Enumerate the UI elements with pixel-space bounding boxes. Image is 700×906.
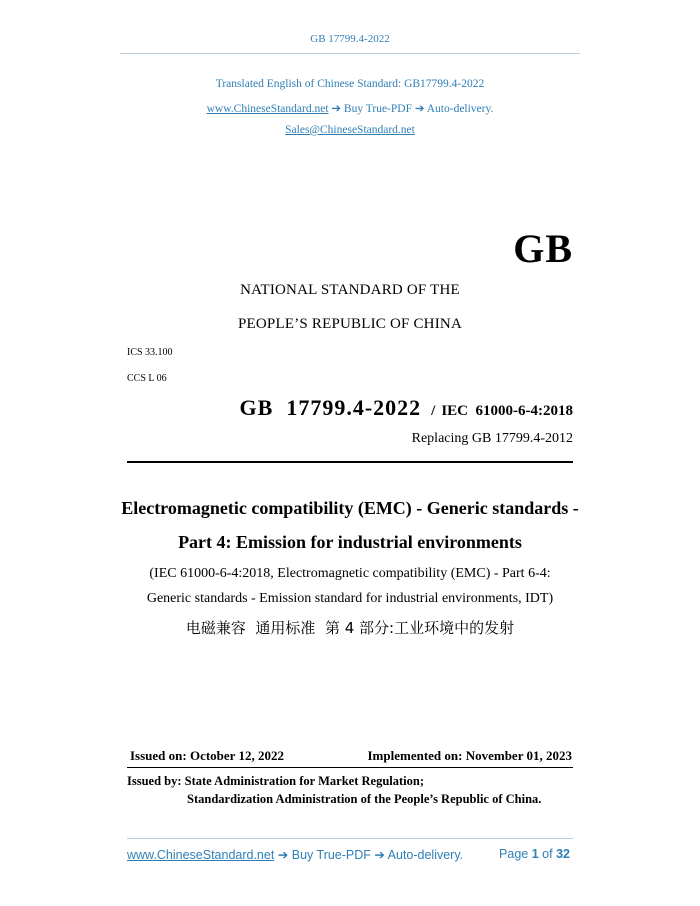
email-line: [0, 124, 700, 136]
title-line1: Electromagnetic compatibility (EMC) - Generic standards -: [121, 498, 579, 518]
header-divider: [120, 53, 580, 54]
page-total: 32: [556, 847, 570, 861]
page-of: of: [542, 847, 553, 861]
footer-divider: [127, 838, 573, 839]
purchase-text: ➔ Buy True-PDF ➔ Auto-delivery.: [328, 103, 494, 115]
issued-on-date: Issued on: October 12, 2022: [130, 748, 284, 763]
implemented-on-date: Implemented on: November 01, 2023: [367, 748, 572, 763]
gb-number: GB 17799.4-2022: [239, 395, 422, 420]
standard-number: [240, 395, 573, 421]
gb-mark: GB: [513, 226, 573, 271]
translation-notice: Translated English of Chinese Standard: GB17799.4-2022: [215, 78, 485, 90]
page-indicator: [499, 847, 570, 861]
page-label: Page: [499, 847, 529, 861]
footer-purchase-text: ➔ Buy True-PDF ➔ Auto-delivery.: [274, 848, 464, 862]
issue-divider: [127, 767, 573, 768]
page-current: 1: [531, 847, 539, 861]
national-standard-line2: PEOPLE’S REPUBLIC OF CHINA: [238, 316, 462, 332]
issued-by-line2: Standardization Administration of the People’s Republic of China.: [187, 792, 542, 806]
title-line2: Part 4: Emission for industrial environments: [178, 532, 522, 552]
title-divider: [127, 461, 573, 463]
site-link[interactable]: www.ChineseStandard.net: [206, 103, 329, 115]
number-separator: /: [431, 403, 436, 419]
page-header-title: GB 17799.4-2022: [310, 33, 390, 45]
iec-number: IEC 61000-6-4:2018: [441, 403, 573, 419]
ics-code: ICS 33.100: [127, 347, 173, 358]
footer-site-link[interactable]: www.ChineseStandard.net: [127, 848, 275, 862]
replacing-note: Replacing GB 17799.4-2012: [411, 431, 573, 446]
subtitle-line2: Generic standards - Emission standard for industrial environments, IDT): [146, 591, 554, 606]
ccs-code: CCS L 06: [127, 373, 167, 384]
purchase-line: [0, 101, 700, 115]
subtitle-line1: (IEC 61000-6-4:2018, Electromagnetic compatibility (EMC) - Part 6-4:: [149, 566, 551, 581]
chinese-title: 电磁兼容 通用标准 第 4 部分:工业环境中的发射: [185, 619, 515, 637]
email-link[interactable]: Sales@ChineseStandard.net: [285, 124, 415, 136]
issued-by-line1: Issued by: State Administration for Market Regulation;: [127, 774, 424, 788]
national-standard-line1: NATIONAL STANDARD OF THE: [240, 282, 460, 298]
footer-purchase-line: [127, 847, 463, 862]
